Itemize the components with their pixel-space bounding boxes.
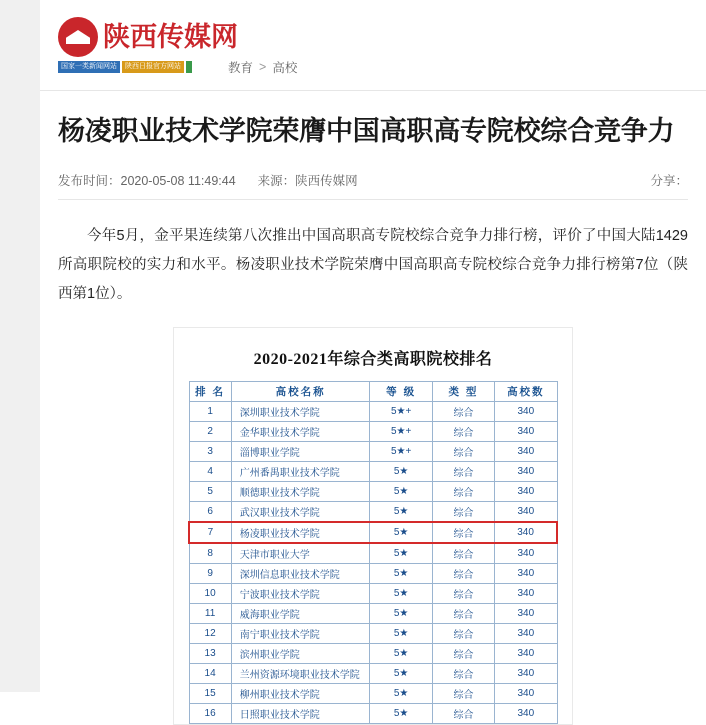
breadcrumb [228,58,297,76]
cell-name: 武汉职业技术学院 [231,502,370,523]
cell-name: 深圳信息职业技术学院 [231,564,370,584]
cell-count: 340 [495,442,557,462]
table-row [189,564,557,584]
figure-title: 2020-2021年综合类高职院校排名 [253,351,493,369]
cell-type: 综合 [432,664,494,684]
cell-type: 综合 [432,522,494,543]
cell-level: 5★ [370,462,432,482]
table-row [189,604,557,624]
table-row [189,664,557,684]
cell-count: 340 [495,522,557,543]
cell-level: 5★ [370,684,432,704]
table-row [189,704,557,724]
cell-name: 兰州资源环境职业技术学院 [231,664,370,684]
table-row [189,522,557,543]
cell-name: 天津市职业大学 [231,543,370,564]
logo-badge-3 [186,61,192,73]
cell-name: 淄博职业学院 [231,442,370,462]
cell-level: 5★ [370,704,432,724]
article-meta-left [58,171,358,189]
column-header-level: 等 级 [370,382,432,402]
column-header-rank: 排 名 [189,382,231,402]
table-header-row [189,382,557,402]
cell-type: 综合 [432,462,494,482]
cell-rank: 6 [189,502,231,523]
cell-count: 340 [495,624,557,644]
cell-type: 综合 [432,584,494,604]
article-source: 来源：陕西传媒网 [257,174,358,189]
cell-level: 5★ [370,624,432,644]
cell-level: 5★ [370,644,432,664]
cell-rank: 3 [189,442,231,462]
cell-level: 5★ [370,604,432,624]
share-area[interactable] [650,171,688,189]
logo-emblem-icon [58,17,98,57]
cell-count: 340 [495,604,557,624]
table-row [189,624,557,644]
left-gutter [0,0,41,692]
cell-type: 综合 [432,604,494,624]
column-header-type: 类 型 [432,382,494,402]
cell-rank: 7 [189,522,231,543]
article-paragraph: 今年5月，金平果连续第八次推出中国高职高专院校综合竞争力排行榜，评价了中国大陆1429所高职院校的实力和水平。杨凌职业技术学院荣膺中国高职高专院校综合竞争力排行榜第7位（陕西第1位）。 [58,228,688,303]
cell-level: 5★ [370,584,432,604]
cell-count: 340 [495,684,557,704]
cell-level: 5★ [370,502,432,523]
cell-type: 综合 [432,564,494,584]
logo-subtitle [58,61,208,73]
ranking-table-body [189,402,557,724]
cell-type: 综合 [432,644,494,664]
site-logo[interactable] [58,16,238,74]
cell-name: 宁波职业技术学院 [231,584,370,604]
cell-type: 综合 [432,684,494,704]
cell-count: 340 [495,422,557,442]
logo-badge-1: 国家一类新闻网站 [58,61,120,73]
site-header [40,0,706,91]
cell-type: 综合 [432,704,494,724]
table-row [189,442,557,462]
cell-rank: 14 [189,664,231,684]
cell-type: 综合 [432,502,494,523]
logo-text: 陕西传媒网 [103,21,238,52]
cell-name: 威海职业学院 [231,604,370,624]
cell-rank: 4 [189,462,231,482]
cell-rank: 10 [189,584,231,604]
table-row [189,543,557,564]
cell-level: 5★+ [370,402,432,422]
breadcrumb-item-university[interactable]: 高校 [272,61,298,75]
logo-badge-2: 陕西日报官方网站 [122,61,184,73]
cell-level: 5★ [370,482,432,502]
cell-rank: 8 [189,543,231,564]
cell-name: 柳州职业技术学院 [231,684,370,704]
share-label: 分享： [650,174,688,189]
page-title: 杨凌职业技术学院荣膺中国高职高专院校综合竞争力 [58,116,675,146]
cell-name: 深圳职业技术学院 [231,402,370,422]
column-header-count: 高校数 [495,382,557,402]
cell-rank: 15 [189,684,231,704]
table-row [189,462,557,482]
table-row [189,502,557,523]
table-row [189,482,557,502]
cell-name: 顺德职业技术学院 [231,482,370,502]
cell-name: 广州番禺职业技术学院 [231,462,370,482]
cell-count: 340 [495,502,557,523]
cell-count: 340 [495,564,557,584]
cell-level: 5★ [370,564,432,584]
table-row [189,584,557,604]
cell-type: 综合 [432,422,494,442]
ranking-figure [173,327,573,725]
table-row [189,402,557,422]
cell-name: 日照职业技术学院 [231,704,370,724]
article-meta [58,171,688,200]
table-row [189,644,557,664]
page-content [40,0,706,722]
table-row [189,422,557,442]
cell-count: 340 [495,644,557,664]
cell-rank: 12 [189,624,231,644]
cell-type: 综合 [432,482,494,502]
cell-count: 340 [495,482,557,502]
cell-level: 5★ [370,664,432,684]
cell-type: 综合 [432,442,494,462]
ranking-table [188,381,558,724]
cell-level: 5★ [370,543,432,564]
cell-name: 南宁职业技术学院 [231,624,370,644]
cell-rank: 9 [189,564,231,584]
column-header-name: 高校名称 [231,382,370,402]
cell-rank: 11 [189,604,231,624]
cell-count: 340 [495,462,557,482]
cell-type: 综合 [432,402,494,422]
publish-time: 发布时间：2020-05-08 11:49:44 [58,174,236,189]
cell-count: 340 [495,402,557,422]
table-row [189,684,557,704]
article [40,113,706,725]
breadcrumb-separator: > [259,60,267,74]
cell-rank: 2 [189,422,231,442]
cell-rank: 16 [189,704,231,724]
cell-name: 金华职业技术学院 [231,422,370,442]
breadcrumb-item-education[interactable]: 教育 [228,61,254,75]
cell-name: 滨州职业学院 [231,644,370,664]
cell-type: 综合 [432,624,494,644]
cell-count: 340 [495,704,557,724]
cell-level: 5★+ [370,442,432,462]
cell-rank: 13 [189,644,231,664]
cell-count: 340 [495,584,557,604]
cell-rank: 1 [189,402,231,422]
logo-main [58,16,238,58]
cell-rank: 5 [189,482,231,502]
cell-type: 综合 [432,543,494,564]
cell-name: 杨凌职业技术学院 [231,522,370,543]
cell-count: 340 [495,543,557,564]
cell-level: 5★ [370,522,432,543]
cell-level: 5★+ [370,422,432,442]
cell-count: 340 [495,664,557,684]
